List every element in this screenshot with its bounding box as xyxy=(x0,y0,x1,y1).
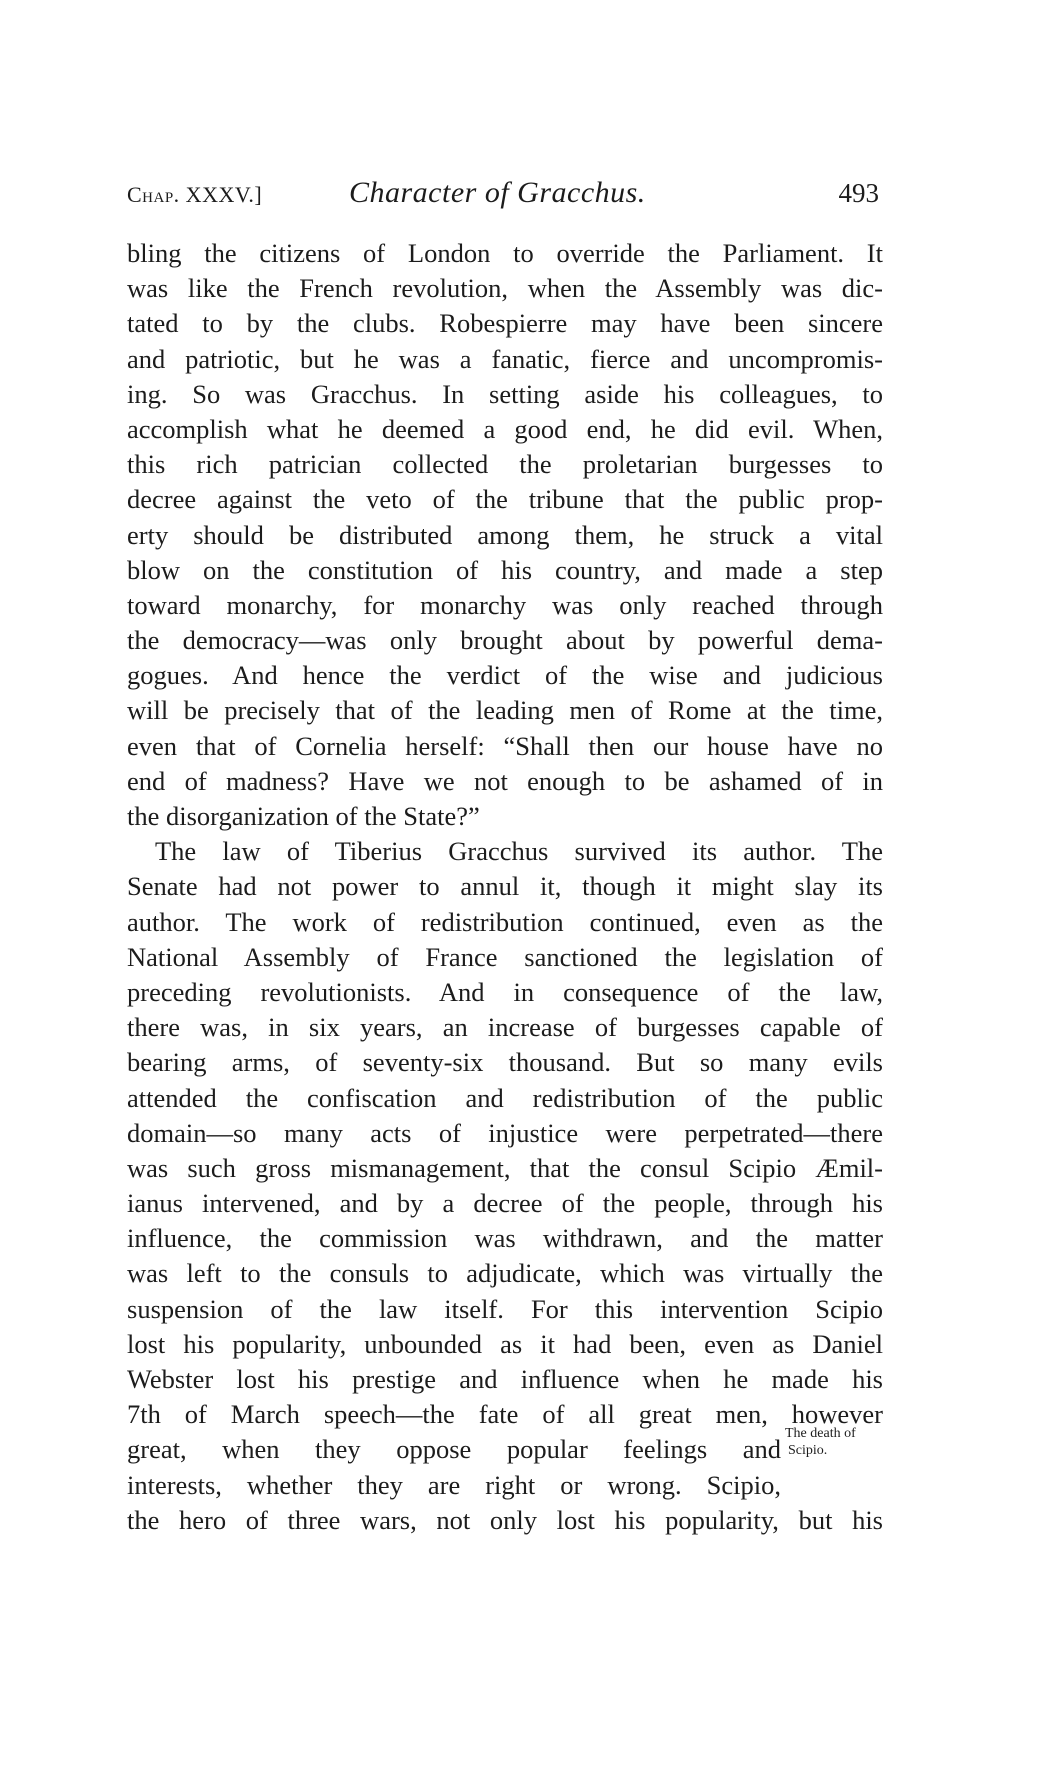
text-line: will be precisely that of the leading men of Rome at the time, xyxy=(127,695,883,726)
page-number: 493 xyxy=(838,178,879,208)
text-line: and patriotic, but he was a fanatic, fierce and uncompromis- xyxy=(127,343,883,374)
text-line: Webster lost his prestige and influence when he made his xyxy=(127,1364,883,1394)
text-line: the hero of three wars, not only lost his popularity, but his xyxy=(127,1504,883,1535)
margin-note xyxy=(785,1425,856,1459)
text-line: author. The work of redistribution continued, even as the xyxy=(127,906,883,937)
text-line: blow on the constitution of his country, and made a step xyxy=(127,554,883,585)
text-line: interests, whether they are right or wrong. Scipio, xyxy=(127,1469,781,1500)
text-line: was such gross mismanagement, that the consul Scipio Æmil- xyxy=(127,1152,883,1183)
text-line: accomplish what he deemed a good end, he did evil. When, xyxy=(127,413,883,444)
text-line: influence, the commission was withdrawn, and the matter xyxy=(127,1223,883,1254)
paragraph-start-line: The law of Tiberius Gracchus survived its author. The xyxy=(155,836,883,867)
text-line: this rich patrician collected the proletarian burgesses to xyxy=(127,449,883,480)
margin-note-line: Scipio. xyxy=(788,1443,828,1458)
text-line: bearing arms, of seventy-six thousand. But so many evils xyxy=(127,1047,883,1078)
body-text xyxy=(127,236,883,1538)
running-header xyxy=(127,176,879,220)
text-line: ianus intervened, and by a decree of the people, through his xyxy=(127,1188,883,1219)
text-line: decree against the veto of the tribune that the public prop- xyxy=(127,484,883,515)
margin-note-line: The death of xyxy=(785,1426,856,1441)
text-line: preceding revolutionists. And in consequence of the law, xyxy=(127,976,883,1007)
text-line: Senate had not power to annul it, though it might slay its xyxy=(127,871,883,902)
paragraph-end-line: the disorganization of the State?” xyxy=(127,801,480,831)
text-line: 7th of March speech—the fate of all great men, however xyxy=(127,1399,883,1430)
text-line: end of madness? Have we not enough to be ashamed of in xyxy=(127,765,883,796)
page-title: Character of Gracchus. xyxy=(349,176,646,209)
text-line: attended the confiscation and redistribution of the public xyxy=(127,1082,883,1113)
text-line: even that of Cornelia herself: “Shall then our house have no xyxy=(127,730,883,761)
text-line: great, when they oppose popular feelings and xyxy=(127,1434,781,1465)
text-line: toward monarchy, for monarchy was only reached through xyxy=(127,589,883,620)
text-line: National Assembly of France sanctioned the legislation of xyxy=(127,941,883,972)
text-line: gogues. And hence the verdict of the wise and judicious xyxy=(127,660,883,691)
text-line: was like the French revolution, when the Assembly was dic- xyxy=(127,273,883,304)
text-line: was left to the consuls to adjudicate, which was virtually the xyxy=(127,1258,883,1289)
text-line: ing. So was Gracchus. In setting aside his colleagues, to xyxy=(127,378,883,409)
chapter-label: Chap. XXXV.] xyxy=(127,182,263,207)
text-line: erty should be distributed among them, he struck a vital xyxy=(127,519,883,550)
text-line: tated to by the clubs. Robespierre may have been sincere xyxy=(127,308,883,339)
text-line: bling the citizens of London to override the Parliament. It xyxy=(127,238,883,268)
text-line: domain—so many acts of injustice were perpetrated—there xyxy=(127,1117,883,1148)
text-line: suspension of the law itself. For this intervention Scipio xyxy=(127,1293,883,1324)
text-line: there was, in six years, an increase of burgesses capable of xyxy=(127,1012,883,1043)
text-line: the democracy—was only brought about by powerful dema- xyxy=(127,625,883,656)
text-line: lost his popularity, unbounded as it had been, even as Daniel xyxy=(127,1328,883,1359)
